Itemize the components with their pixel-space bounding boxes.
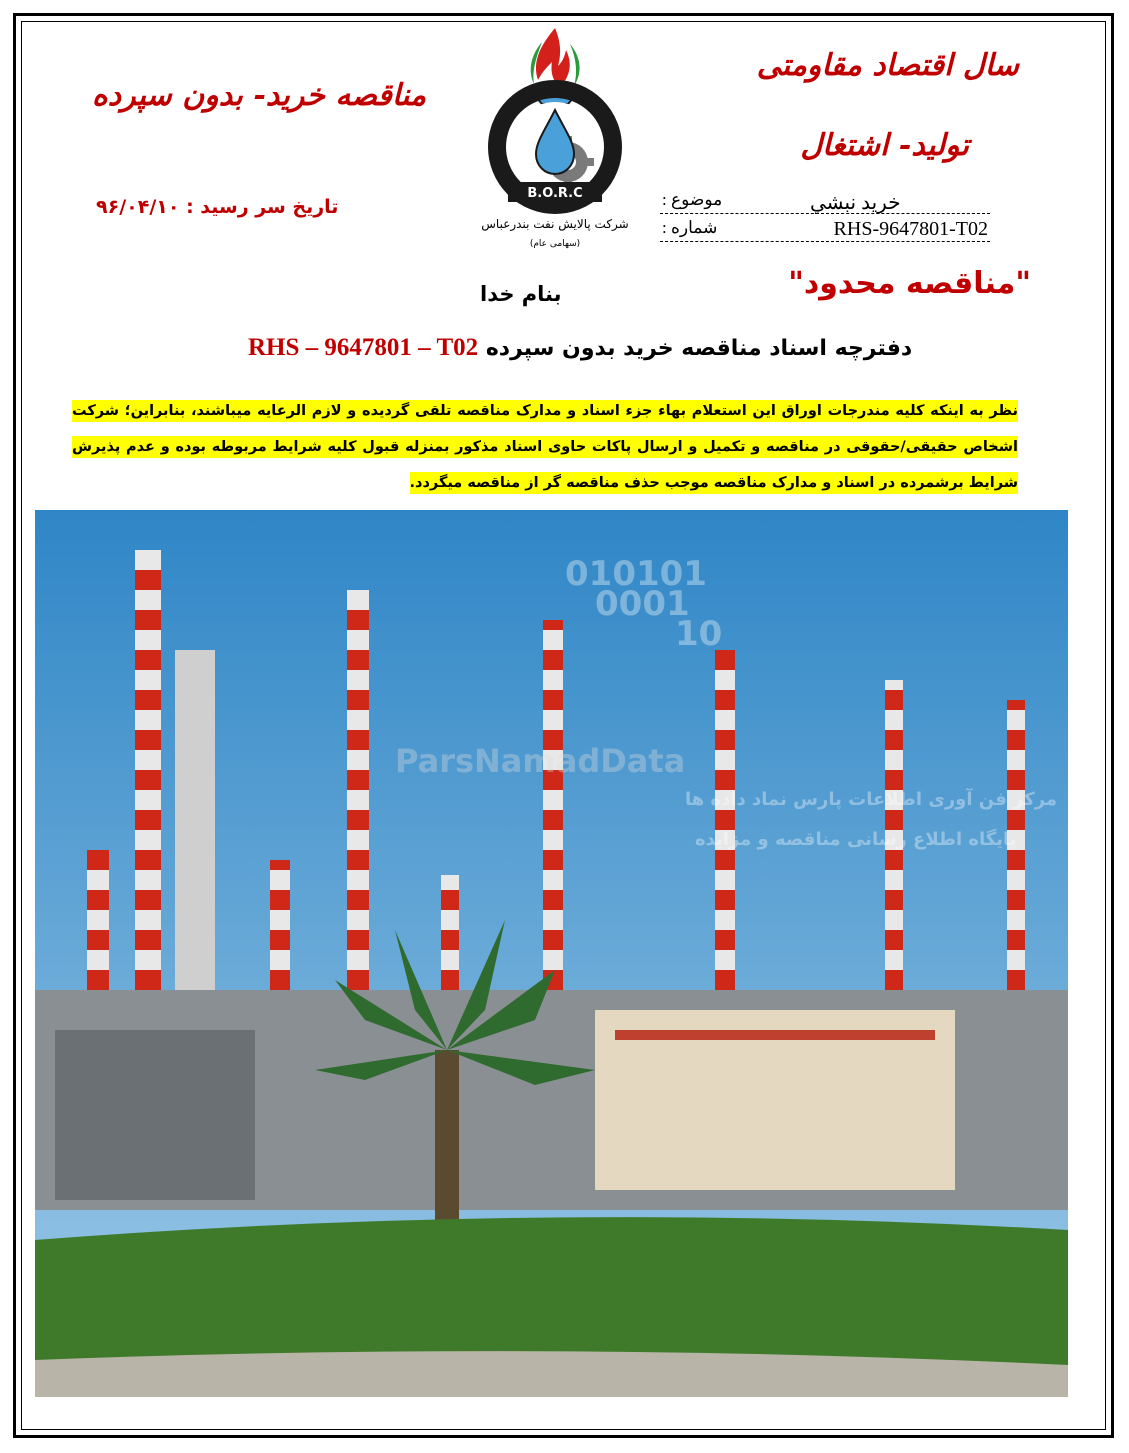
watermark-brand: ParsNamadData (395, 742, 686, 780)
watermark-line-1: مرکز فن آوری اطلاعات پارس نماد داده ها (685, 789, 1058, 810)
document-title (248, 334, 912, 362)
subject-row (660, 190, 990, 214)
tender-type: مناقصه خرید- بدون سپرده (92, 78, 427, 113)
subject-label: موضوع : (662, 190, 723, 209)
logo-acronym: B.O.R.C (527, 186, 583, 201)
notice-text: نظر به اینکه کلیه مندرجات اوراق این استعلام بهاء جزء اسناد و مدارک مناقصه تلقی گردیده و لازم الرعایه میباشند، بنابراین؛ شرکت اشخاص حقیقی/حقوقی در مناقصه و تکمیل و ارسال پاکات حاوی اسناد مذکور بمنزله قبول کلیه شرایط مربوطه بوده و عدم پذیرش شرایط برشمرده در اسناد و مدارک مناقصه موجب حذف مناقصه گر از مناقصه میگردد. (72, 400, 1018, 494)
logo-company-type: (سهامی عام) (529, 239, 581, 249)
notice-paragraph (72, 393, 1018, 501)
watermark-binary-1: 010101 (565, 554, 707, 594)
bismillah: بنام خدا (480, 282, 562, 306)
refinery-photo (35, 510, 1068, 1397)
logo-company-name: شرکت پالایش نفت بندرعباس (481, 217, 629, 231)
deadline-date: تاریخ سر رسید : ۹۶/۰۴/۱۰ (96, 196, 339, 218)
company-logo (470, 22, 640, 257)
slogan-line-2: تولید- اشتغال (800, 128, 969, 163)
document-title-text: دفترچه اسناد مناقصه خرید بدون سپرده (485, 336, 913, 361)
slogan-line-1: سال اقتصاد مقاومتی (756, 48, 1019, 83)
number-label: شماره : (662, 218, 718, 237)
subject-value: خريد نبشي (810, 192, 901, 214)
limited-tender-label: "مناقصه محدود" (788, 266, 1031, 301)
number-value: RHS-9647801-T02 (833, 218, 988, 240)
watermark-line-2: پایگاه اطلاع رسانی مناقصه و مزایده (695, 829, 1017, 850)
number-underline (660, 241, 990, 242)
number-row (660, 218, 990, 242)
refinery-logo-icon (470, 22, 640, 257)
watermark-binary-3: 10 (675, 614, 723, 654)
tender-code: RHS – 9647801 – T02 (248, 334, 479, 361)
watermark-binary-2: 0001 (595, 584, 690, 624)
refinery-photo-image (35, 510, 1068, 1397)
